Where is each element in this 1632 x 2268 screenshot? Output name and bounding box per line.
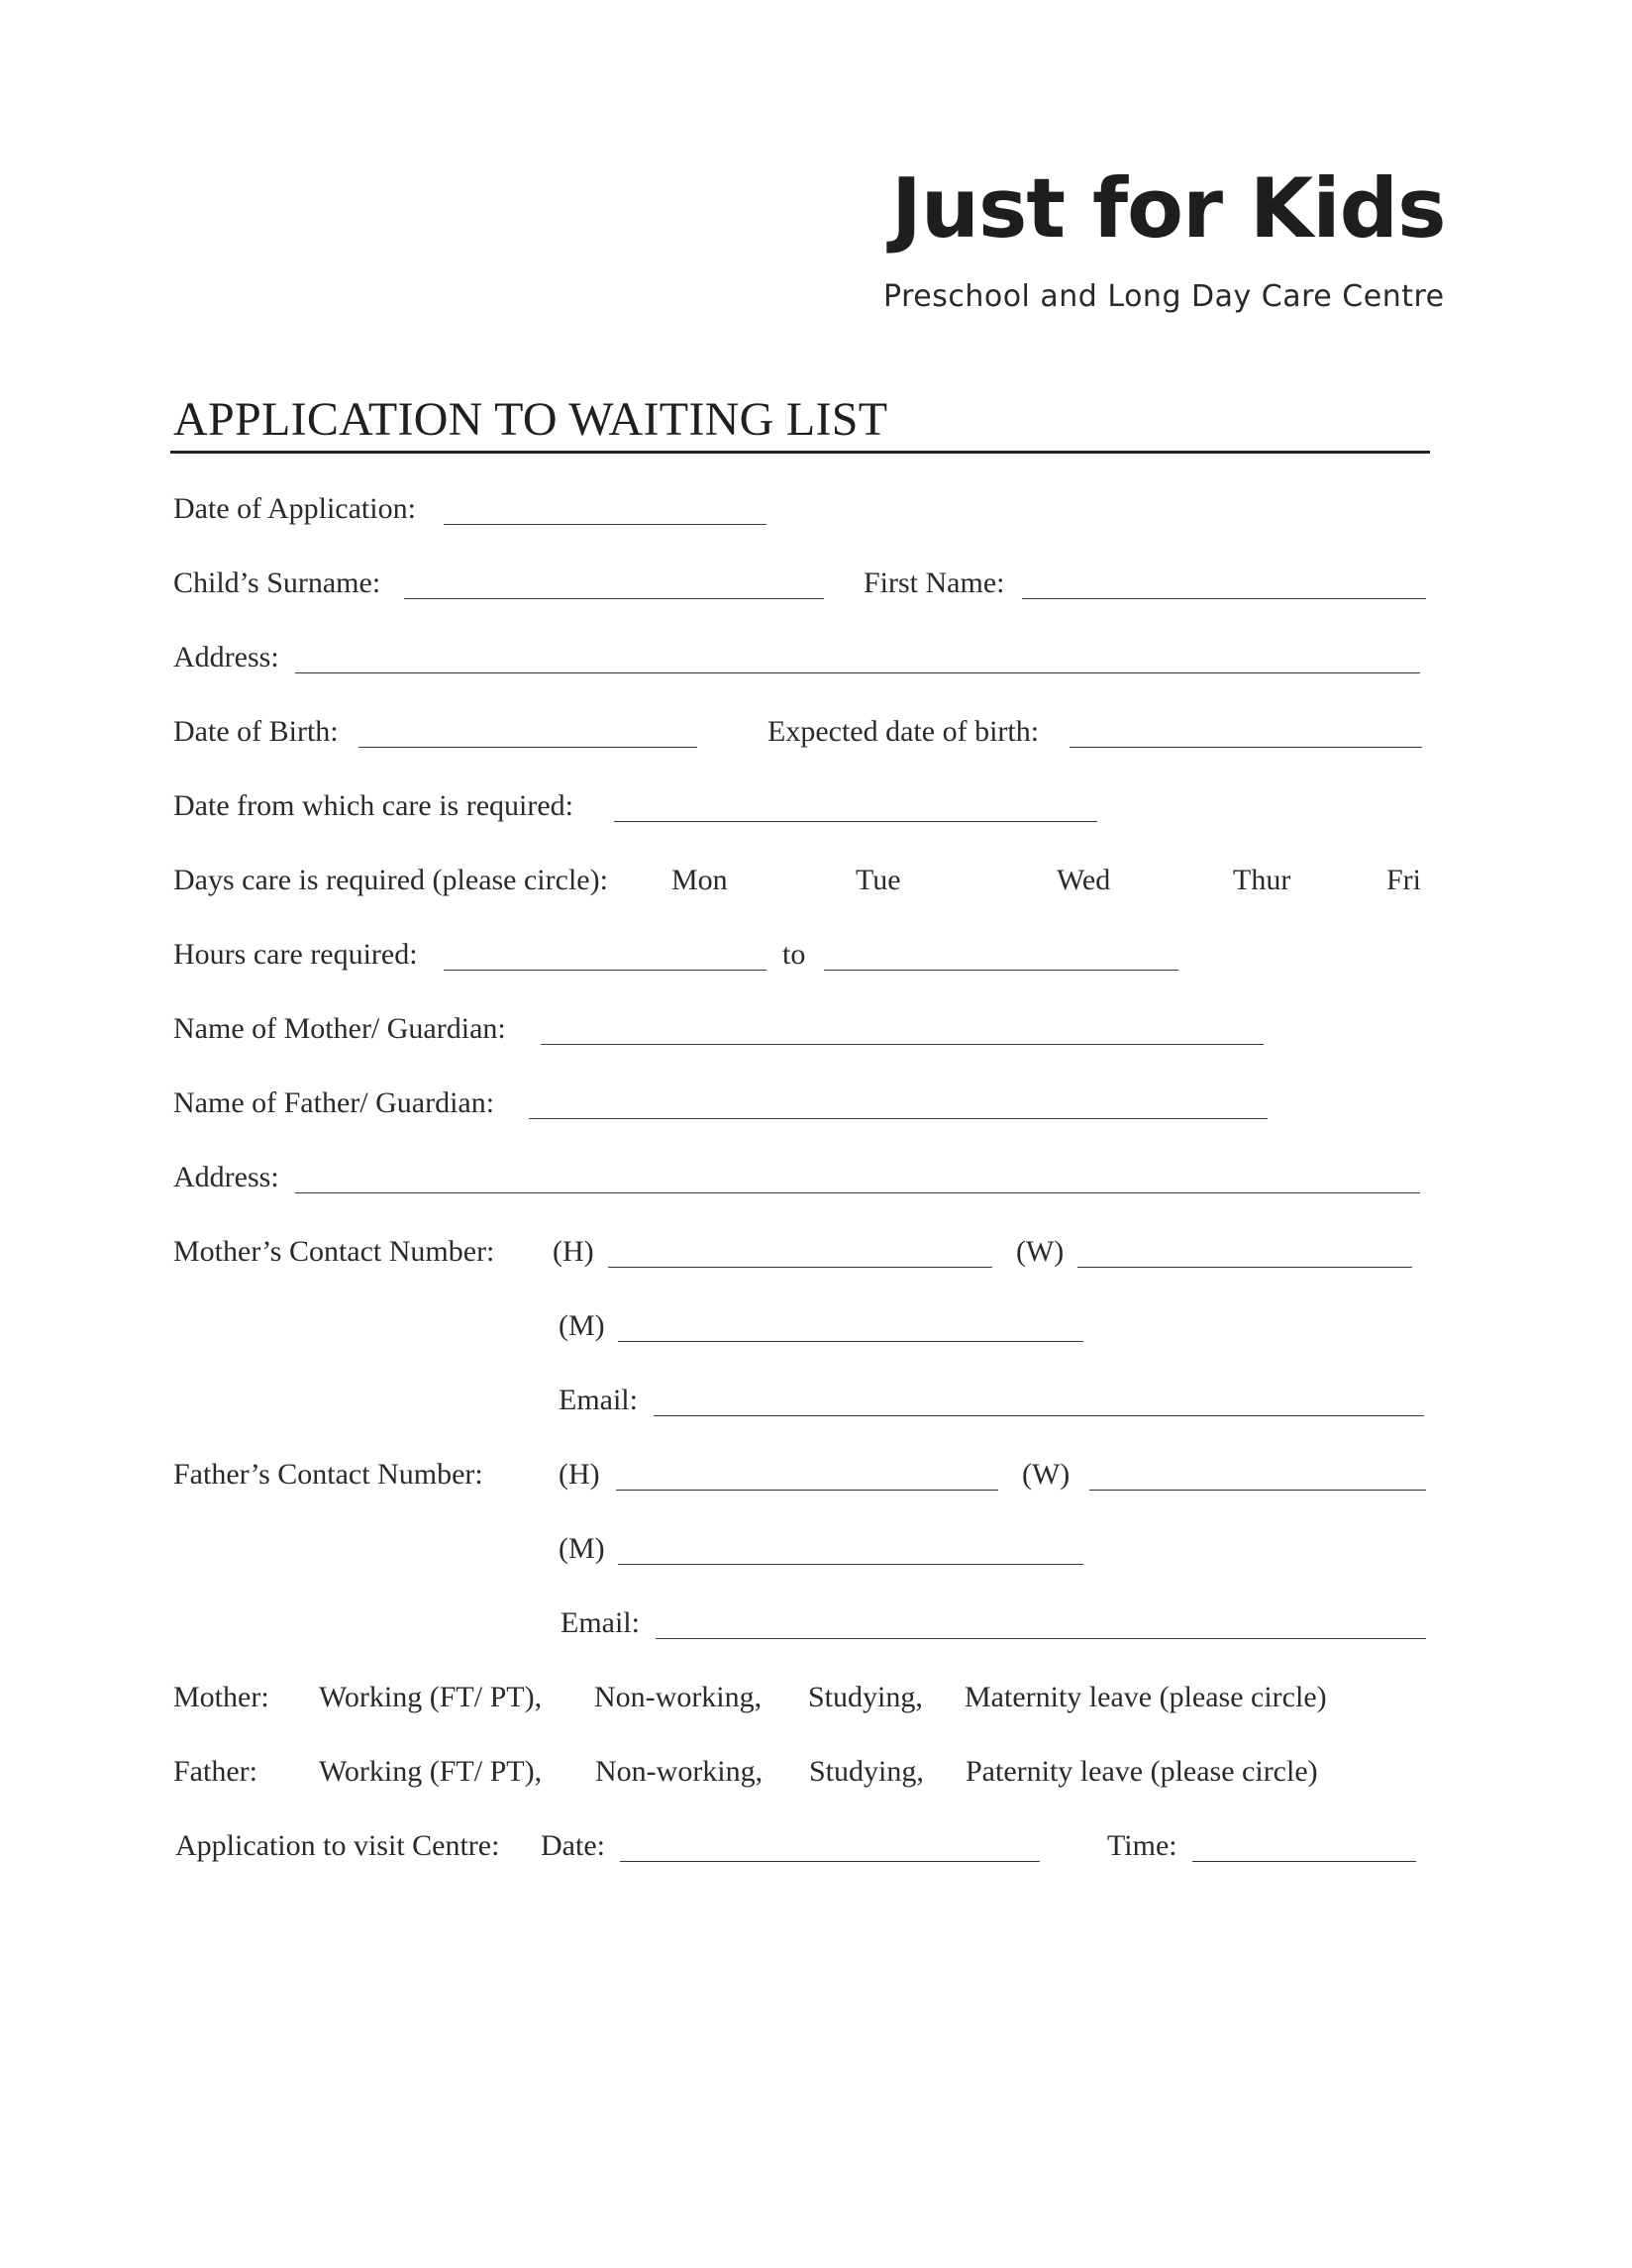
- logo-title: Just for Kids: [891, 160, 1446, 257]
- parents-address-field[interactable]: [295, 1192, 1420, 1193]
- mother-working-option[interactable]: Working (FT/ PT),: [319, 1681, 543, 1713]
- visit-date-label: Date:: [541, 1829, 605, 1862]
- mother-status-label: Mother:: [173, 1681, 269, 1713]
- mother-mobile-field[interactable]: [618, 1341, 1083, 1342]
- mother-home-label: (H): [553, 1235, 594, 1268]
- child-address-field[interactable]: [295, 672, 1420, 673]
- day-wed[interactable]: Wed: [1057, 864, 1111, 896]
- father-work-label: (W): [1022, 1458, 1071, 1491]
- father-work-field[interactable]: [1089, 1490, 1426, 1491]
- mother-contact-label: Mother’s Contact Number:: [173, 1235, 495, 1268]
- father-home-field[interactable]: [616, 1490, 998, 1491]
- date-of-birth-label: Date of Birth:: [173, 715, 339, 748]
- father-name-label: Name of Father/ Guardian:: [173, 1086, 495, 1119]
- father-studying-option[interactable]: Studying,: [809, 1755, 924, 1788]
- day-tue[interactable]: Tue: [856, 864, 901, 896]
- expected-dob-field[interactable]: [1070, 747, 1422, 748]
- mother-studying-option[interactable]: Studying,: [808, 1681, 923, 1713]
- care-start-label: Date from which care is required:: [173, 789, 573, 822]
- father-nonworking-option[interactable]: Non-working,: [595, 1755, 764, 1788]
- hours-to-field[interactable]: [824, 970, 1178, 971]
- father-mobile-field[interactable]: [618, 1564, 1083, 1565]
- parents-address-label: Address:: [173, 1161, 279, 1193]
- date-of-birth-field[interactable]: [358, 747, 697, 748]
- mother-name-label: Name of Mother/ Guardian:: [173, 1012, 506, 1045]
- child-address-label: Address:: [173, 641, 279, 673]
- father-status-label: Father:: [173, 1755, 257, 1788]
- hours-to-label: to: [782, 938, 806, 971]
- mother-nonworking-option[interactable]: Non-working,: [594, 1681, 763, 1713]
- mother-mobile-label: (M): [559, 1309, 605, 1342]
- mother-name-field[interactable]: [541, 1044, 1264, 1045]
- first-name-label: First Name:: [864, 567, 1005, 599]
- hours-required-label: Hours care required:: [173, 938, 418, 971]
- child-surname-label: Child’s Surname:: [173, 567, 381, 599]
- date-of-application-label: Date of Application:: [173, 492, 416, 525]
- form-title: APPLICATION TO WAITING LIST: [173, 393, 888, 446]
- day-mon[interactable]: Mon: [671, 864, 728, 896]
- father-working-option[interactable]: Working (FT/ PT),: [319, 1755, 543, 1788]
- mother-email-label: Email:: [559, 1384, 638, 1416]
- father-name-field[interactable]: [529, 1118, 1268, 1119]
- mother-home-field[interactable]: [608, 1267, 992, 1268]
- visit-time-field[interactable]: [1192, 1861, 1416, 1862]
- visit-centre-label: Application to visit Centre:: [175, 1829, 500, 1862]
- expected-dob-label: Expected date of birth:: [767, 715, 1040, 748]
- father-contact-label: Father’s Contact Number:: [173, 1458, 483, 1491]
- visit-date-field[interactable]: [620, 1861, 1040, 1862]
- visit-time-label: Time:: [1107, 1829, 1177, 1862]
- mother-maternity-option[interactable]: Maternity leave (please circle): [965, 1681, 1327, 1713]
- father-email-label: Email:: [561, 1606, 640, 1639]
- father-paternity-option[interactable]: Paternity leave (please circle): [966, 1755, 1318, 1788]
- first-name-field[interactable]: [1022, 598, 1426, 599]
- hours-from-field[interactable]: [444, 970, 766, 971]
- logo-subtitle: Preschool and Long Day Care Centre: [883, 279, 1445, 314]
- mother-email-field[interactable]: [654, 1415, 1424, 1416]
- father-email-field[interactable]: [656, 1638, 1426, 1639]
- day-fri[interactable]: Fri: [1386, 864, 1422, 896]
- title-underline: [170, 451, 1430, 454]
- date-of-application-field[interactable]: [444, 524, 766, 525]
- father-home-label: (H): [559, 1458, 600, 1491]
- child-surname-field[interactable]: [404, 598, 824, 599]
- father-mobile-label: (M): [559, 1532, 605, 1565]
- mother-work-field[interactable]: [1077, 1267, 1412, 1268]
- days-required-label: Days care is required (please circle):: [173, 864, 608, 896]
- day-thur[interactable]: Thur: [1233, 864, 1291, 896]
- care-start-field[interactable]: [614, 821, 1097, 822]
- mother-work-label: (W): [1016, 1235, 1065, 1268]
